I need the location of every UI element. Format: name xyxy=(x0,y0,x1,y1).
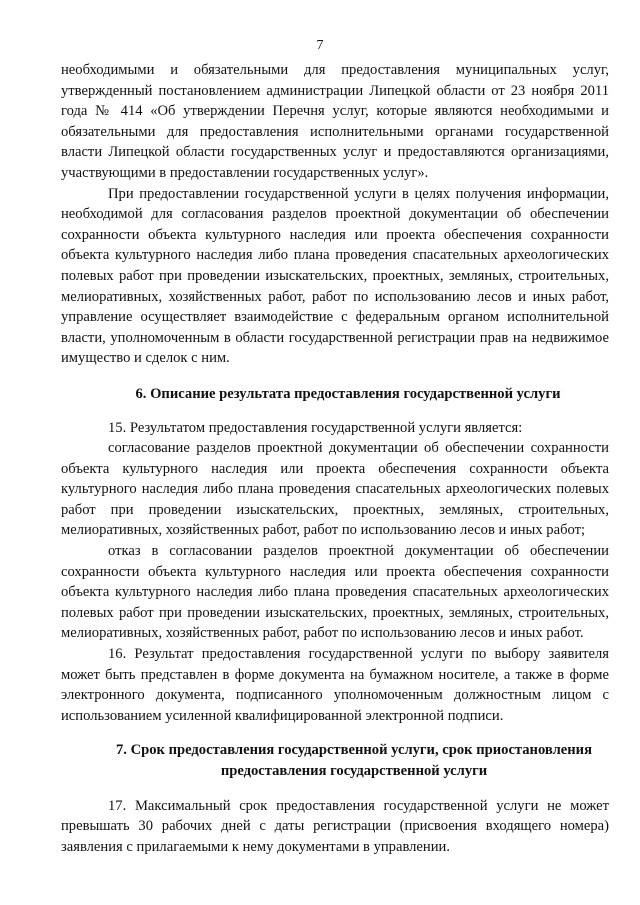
paragraph-15: 15. Результатом предоставления государственной услуги является: xyxy=(108,419,523,436)
paragraph-interaction: При предоставлении государственной услуги в целях получения информации, необходимой для согласования разделов проектной документации об обеспечении сохранности объекта культурного наследия или проекта обеспечения сохранности объекта культурного наследия либо плана проведения спасательных археологических полевых работ при проведении изыскательских, проектных, земляных, строительных, мелиоративных, хозяйственных работ, работ по использованию лесов и иных работ, управление осуществляет взаимодействие с федеральным органом исполнительной власти, уполномоченным в области государственной регистрации прав на недвижимое имущество и сделок с ним. xyxy=(61,185,609,367)
page-number: 7 xyxy=(316,38,324,53)
section-6-heading: 6. Описание результата предоставления государственной услуги xyxy=(135,385,561,402)
document-body xyxy=(61,60,609,857)
paragraph-16: 16. Результат предоставления государственной услуги по выбору заявителя может быть представлен в форме документа на бумажном носителе, а также в форме электронного документа, подписанного уполномоченным должностным лицом с использованием усиленной квалифицированной электронной подписи. xyxy=(61,646,609,724)
section-7-heading xyxy=(61,740,609,781)
paragraph-approval: согласование разделов проектной документации об обеспечении сохранности объекта культурного наследия или проекта обеспечения сохранности объекта культурного наследия либо плана проведения спасательных археологических полевых работ при проведении изыскательских, проектных, земляных, строительных, мелиоративных, хозяйственных работ, работ по использованию лесов и иных работ; xyxy=(61,440,609,539)
paragraph-17: 17. Максимальный срок предоставления государственной услуги не может превышать 30 рабочих дней с даты регистрации (присвоения входящего номера) заявления с прилагаемыми к нему документами в управлении. xyxy=(61,797,609,855)
paragraph-list-continuation: необходимыми и обязательными для предоставления муниципальных услуг, утвержденный постановлением администрации Липецкой области от 23 ноября 2011 года № 414 «Об утверждении Перечня услуг, которые являются необходимыми и обязательными для предоставления исполнительными органами государственной власти Липецкой области государственных услуг и предоставляются организациями, участвующими в предоставлении государственных услуг». xyxy=(61,62,609,181)
section-7-heading-line-2: предоставления государственной услуги xyxy=(220,763,488,779)
paragraph-refusal: отказ в согласовании разделов проектной документации об обеспечении сохранности объекта культурного наследия или проекта обеспечения сохранности объекта культурного наследия либо плана проведения спасательных археологических полевых работ при проведении изыскательских, проектных, земляных, строительных, мелиоративных, хозяйственных работ, работ по использованию лесов и иных работ. xyxy=(61,543,609,642)
section-7-heading-line-1: 7. Срок предоставления государственной услуги, срок приостановления xyxy=(116,742,592,759)
